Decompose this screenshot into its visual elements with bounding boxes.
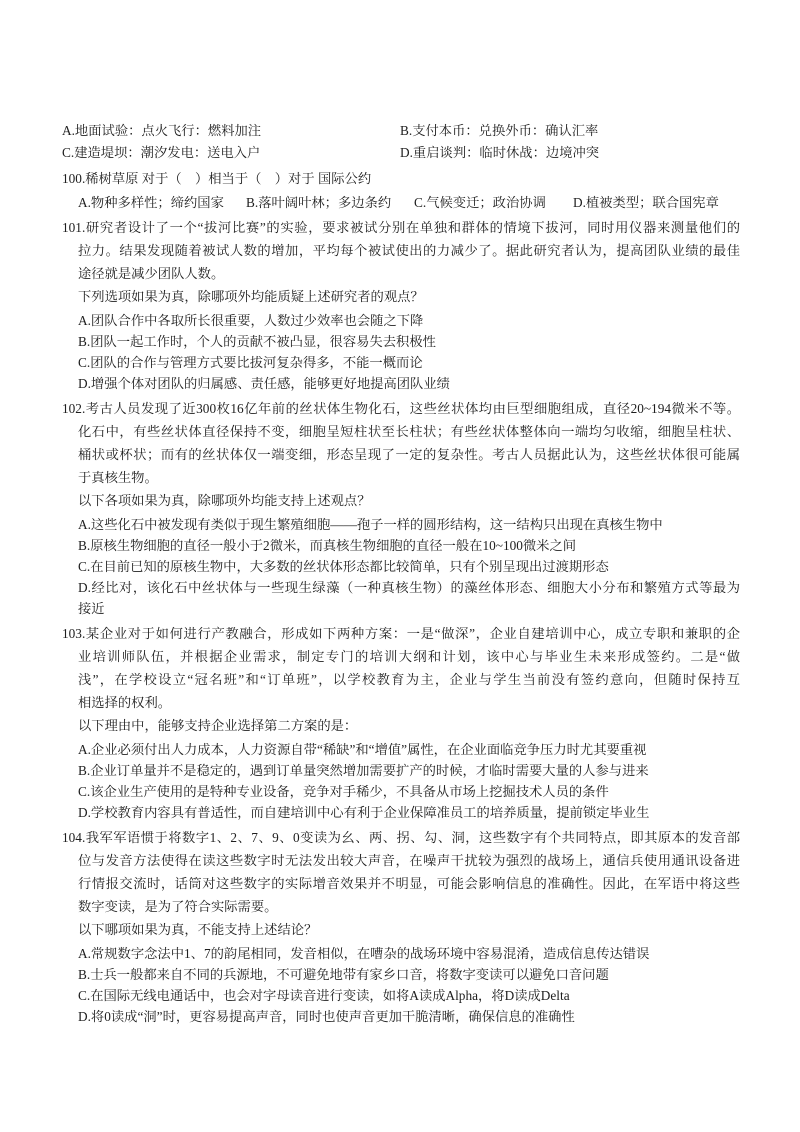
question-stem-line: 于真核生物。 xyxy=(78,470,158,485)
question-stem-line: 浅”，在学校设立“冠名班”和“订单班”，以学校教育为主，企业与学生当前没有签约意向，但随时保持互 xyxy=(78,672,740,687)
option-a: A.物种多样性；缔约国家 xyxy=(78,195,224,210)
question-102 xyxy=(0,397,800,619)
question-100 xyxy=(0,167,800,213)
option-a: A.团队合作中各取所长很重要，人数过少效率也会随之下降 xyxy=(78,313,424,328)
question-stem-line: 相选择的权利。 xyxy=(78,695,172,710)
question-stem-line: 102.考古人员发现了近300枚16亿年前的丝状体生物化石，这些丝状体均由巨型细胞组成，直径20~194微米不等。 xyxy=(62,401,740,416)
question-stem-line: 101.研究者设计了一个“拔河比赛”的实验，要求被试分别在单独和群体的情境下拔河，同时用仪器来测量他们的 xyxy=(62,220,740,235)
option-c: C.气候变迁；政治协调 xyxy=(414,195,546,210)
question-stem-line: 化石中，有些丝状体直径保持不变，细胞呈短柱状至长柱状；有些丝状体整体向一端均匀收缩，细胞呈柱状、 xyxy=(78,424,740,439)
question-stem: 100.稀树草原 对于（ ）相当于（ ）对于 国际公约 xyxy=(62,171,372,186)
option-list xyxy=(0,739,800,823)
question-prompt: 以下理由中，能够支持企业选择第二方案的是： xyxy=(78,718,358,733)
option-a: A.企业必须付出人力成本，人力资源自带“稀缺”和“增值”属性，在企业面临竞争压力时尤其要重视 xyxy=(78,742,647,757)
option-b: B.团队一起工作时，个人的贡献不被凸显，很容易失去积极性 xyxy=(78,334,436,349)
option-d-continuation: 接近 xyxy=(78,601,105,616)
option-d: D.将0读成“洞”时，更容易提高声音，同时也使声音更加干脆清晰，确保信息的准确性 xyxy=(78,1009,575,1024)
question-stem-line: 桶状或杯状；而有的丝状体仅一端变细，形态呈现了一定的复杂性。考古人员据此认为，这些丝状体很可能属 xyxy=(78,447,740,462)
question-prompt: 以下哪项如果为真，不能支持上述结论？ xyxy=(78,922,318,937)
option-list xyxy=(0,943,800,1027)
option-list xyxy=(0,310,800,394)
question-stem-line: 位与发音方法使得在读这些数字时无法发出较大声音，在噪声干扰较为强烈的战场上，通信兵使用通讯设备进 xyxy=(78,853,740,868)
question-stem-line: 数字变读，是为了符合实际需要。 xyxy=(78,899,278,914)
option-row xyxy=(0,142,800,164)
question-stem-line: 行情报交流时，话筒对这些数字的实际增音效果并不明显，可能会影响信息的准确性。因此，在军语中将这些 xyxy=(78,876,740,891)
option-d: D.学校教育内容具有普适性，而自建培训中心有利于企业保障准员工的培养质量，提前锁定毕业生 xyxy=(78,805,650,820)
question-104 xyxy=(0,826,800,1027)
option-c: C.建造堤坝：潮汐发电：送电入户 xyxy=(62,145,261,160)
question-101 xyxy=(0,216,800,394)
option-b: B.原核生物细胞的直径一般小于2微米，而真核生物细胞的直径一般在10~100微米之间 xyxy=(78,538,577,553)
question-stem-line: 途径就是减少团队人数。 xyxy=(78,266,225,281)
option-d: D.经比对，该化石中丝状体与一些现生绿藻（一种真核生物）的藻丝体形态、细胞大小分布和繁殖方式等最为 xyxy=(78,580,740,595)
question-stem-line: 104.我军军语惯于将数字1、2、7、9、0变读为幺、两、拐、勾、洞，这些数字有个共同特点，即其原本的发音部 xyxy=(62,830,740,845)
question-99-options xyxy=(0,120,800,164)
option-b: B.士兵一般都来自不同的兵源地，不可避免地带有家乡口音，将数字变读可以避免口音问题 xyxy=(78,967,609,982)
option-c: C.在目前已知的原核生物中，大多数的丝状体形态都比较简单，只有个别呈现出过渡期形态 xyxy=(78,559,609,574)
option-c: C.团队的合作与管理方式要比拔河复杂得多，不能一概而论 xyxy=(78,355,423,370)
question-stem-line: 拉力。结果发现随着被试人数的增加，平均每个被试使出的力减少了。据此研究者认为，提高团队业绩的最佳 xyxy=(78,243,740,258)
question-stem-line: 103.某企业对于如何进行产教融合，形成如下两种方案：一是“做深”，企业自建培训中心，成立专职和兼职的企 xyxy=(62,626,740,641)
option-c: C.在国际无线电通话中，也会对字母读音进行变读，如将A读成Alpha，将D读成Delta xyxy=(78,988,570,1003)
option-b: B.落叶阔叶林；多边条约 xyxy=(246,195,392,210)
option-row xyxy=(0,120,800,142)
option-b: B.支付本币：兑换外币：确认汇率 xyxy=(400,123,599,138)
question-103 xyxy=(0,622,800,823)
option-b: B.企业订单量并不是稳定的，遇到订单量突然增加需要扩产的时候，才临时需要大量的人参与进来 xyxy=(78,763,649,778)
option-d: D.增强个体对团队的归属感、责任感，能够更好地提高团队业绩 xyxy=(78,376,450,391)
option-d: D.重启谈判：临时休战：边境冲突 xyxy=(400,145,600,160)
option-a: A.地面试验：点火飞行：燃料加注 xyxy=(62,123,262,138)
question-stem-line: 业培训师队伍，并根据企业需求，制定专门的培训大纲和计划，该中心与毕业生未来形成签约。二是“做 xyxy=(78,649,740,664)
question-prompt: 下列选项如果为真，除哪项外均能质疑上述研究者的观点？ xyxy=(78,289,424,304)
question-prompt: 以下各项如果为真，除哪项外均能支持上述观点？ xyxy=(78,493,371,508)
option-row xyxy=(0,192,800,213)
option-d: D.植被类型；联合国宪章 xyxy=(573,195,719,210)
option-list xyxy=(0,514,800,619)
option-a: A.这些化石中被发现有类似于现生繁殖细胞——孢子一样的圆形结构，这一结构只出现在真核生物中 xyxy=(78,517,663,532)
option-a: A.常规数字念法中1、7的韵尾相同，发音相似，在嘈杂的战场环境中容易混淆，造成信息传达错误 xyxy=(78,946,650,961)
option-c: C.该企业生产使用的是特种专业设备，竞争对手稀少，不具备从市场上挖掘技术人员的条件 xyxy=(78,784,609,799)
